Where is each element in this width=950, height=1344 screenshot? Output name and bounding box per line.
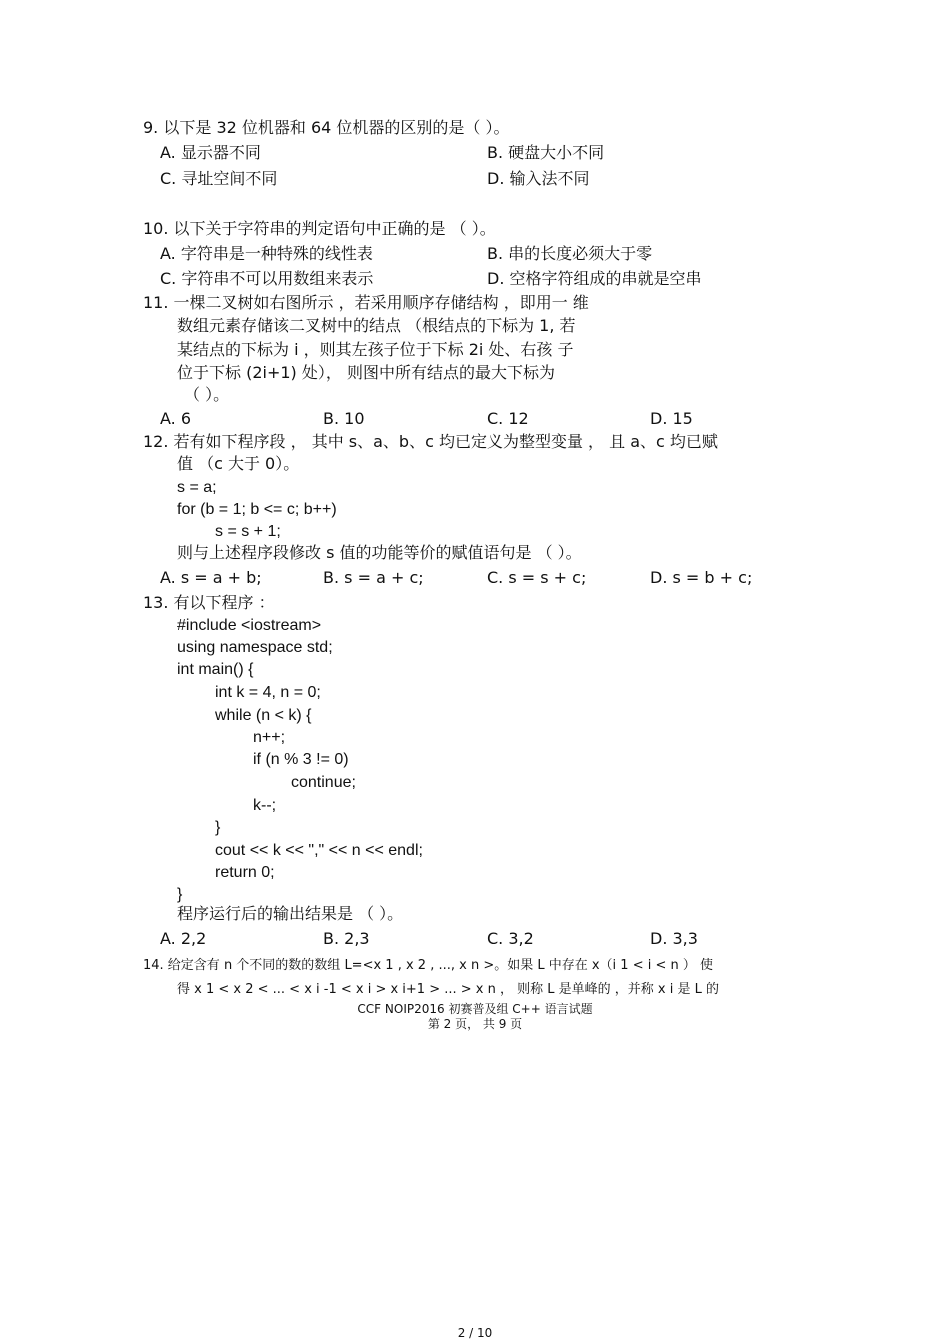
q13-code-line: while (n < k) {: [215, 707, 312, 724]
q11-option-b: B. 10: [323, 409, 365, 428]
q13-code-line: int k = 4, n = 0;: [215, 684, 321, 701]
q13-stem: 13. 有以下程序 ：: [143, 593, 275, 612]
q11-line-3: 某结点的下标为 i ，则其左孩子位于下标 2i 处、右孩 子: [177, 340, 574, 359]
q11-option-d: D. 15: [650, 409, 693, 428]
q12-code-2: for (b = 1; b <= c; b++): [177, 501, 337, 518]
q10-stem: 10. 以下关于字符串的判定语句中正确的是 （ ）。: [143, 219, 496, 238]
q10-option-a: A. 字符串是一种特殊的线性表: [160, 244, 373, 263]
q13-option-c: C. 3,2: [487, 929, 534, 948]
q13-code-line: int main() {: [177, 661, 254, 678]
q12-line-2: 值 （c 大于 0）。: [177, 454, 300, 473]
page-number: 2 / 10: [457, 1326, 493, 1340]
q14-line-2: 得 x 1 < x 2 < ... < x i -1 < x i > x i+1 > ... > x n ， 则称 L 是单峰的 ，并称 x i 是 L 的: [177, 982, 719, 997]
q12-option-c: C. s = s + c;: [487, 568, 587, 587]
q12-ask: 则与上述程序段修改 s 值的功能等价的赋值语句是 （ ）。: [177, 543, 582, 562]
q12-option-a: A. s = a + b;: [160, 568, 262, 587]
q13-code-line: return 0;: [215, 864, 275, 881]
q12-code-1: s = a;: [177, 479, 217, 496]
q13-code-line: }: [177, 886, 183, 903]
q9-stem: 9. 以下是 32 位机器和 64 位机器的区别的是（ ）。: [143, 118, 510, 137]
q13-ask: 程序运行后的输出结果是 （ ）。: [177, 904, 404, 923]
q13-code-line: using namespace std;: [177, 639, 333, 656]
q13-code-line: k--;: [253, 797, 277, 814]
q11-option-a: A. 6: [160, 409, 192, 428]
footer-page-of: 第 2 页， 共 9 页: [427, 1017, 523, 1031]
q13-option-b: B. 2,3: [323, 929, 370, 948]
q13-option-d: D. 3,3: [650, 929, 698, 948]
q13-code-line: n++;: [253, 729, 286, 746]
q10-option-d: D. 空格字符组成的串就是空串: [487, 269, 702, 288]
q12-code-3: s = s + 1;: [215, 523, 281, 540]
q11-line-5: （ ）。: [184, 385, 230, 404]
q9-option-a: A. 显示器不同: [160, 143, 261, 162]
q9-option-d: D. 输入法不同: [487, 169, 590, 188]
q11-option-c: C. 12: [487, 409, 529, 428]
q9-option-b: B. 硬盘大小不同: [487, 143, 605, 162]
q12-line-1: 12. 若有如下程序段 ， 其中 s、a、b、c 均已定义为整型变量 ， 且 a、c 均已赋: [143, 432, 718, 451]
q11-line-4: 位于下标 (2i+1) 处）， 则图中所有结点的最大下标为: [177, 363, 555, 382]
q13-code-line: cout << k << "," << n << endl;: [215, 842, 423, 859]
q13-code-line: }: [215, 819, 221, 836]
q11-line-2: 数组元素存储该二叉树中的结点 （根结点的下标为 1, 若: [177, 316, 576, 335]
q12-option-b: B. s = a + c;: [323, 568, 424, 587]
q11-line-1: 11. 一棵二叉树如右图所示 ，若采用顺序存储结构 ，即用一 维: [143, 293, 589, 312]
q12-option-d: D. s = b + c;: [650, 568, 753, 587]
q10-option-b: B. 串的长度必须大于零: [487, 244, 653, 263]
q13-code-line: #include <iostream>: [177, 617, 322, 634]
q14-line-1: 14. 给定含有 n 个不同的数的数组 L=<x 1 , x 2 , ..., x n >。如果 L 中存在 x（i 1 < i < n ） 使: [143, 958, 713, 973]
q9-option-c: C. 寻址空间不同: [160, 169, 278, 188]
q13-code-line: continue;: [291, 774, 356, 791]
q13-option-a: A. 2,2: [160, 929, 207, 948]
footer-title: CCF NOIP2016 初赛普及组 C++ 语言试题: [357, 1002, 593, 1016]
q10-option-c: C. 字符串不可以用数组来表示: [160, 269, 374, 288]
q13-code-line: if (n % 3 != 0): [253, 751, 349, 768]
